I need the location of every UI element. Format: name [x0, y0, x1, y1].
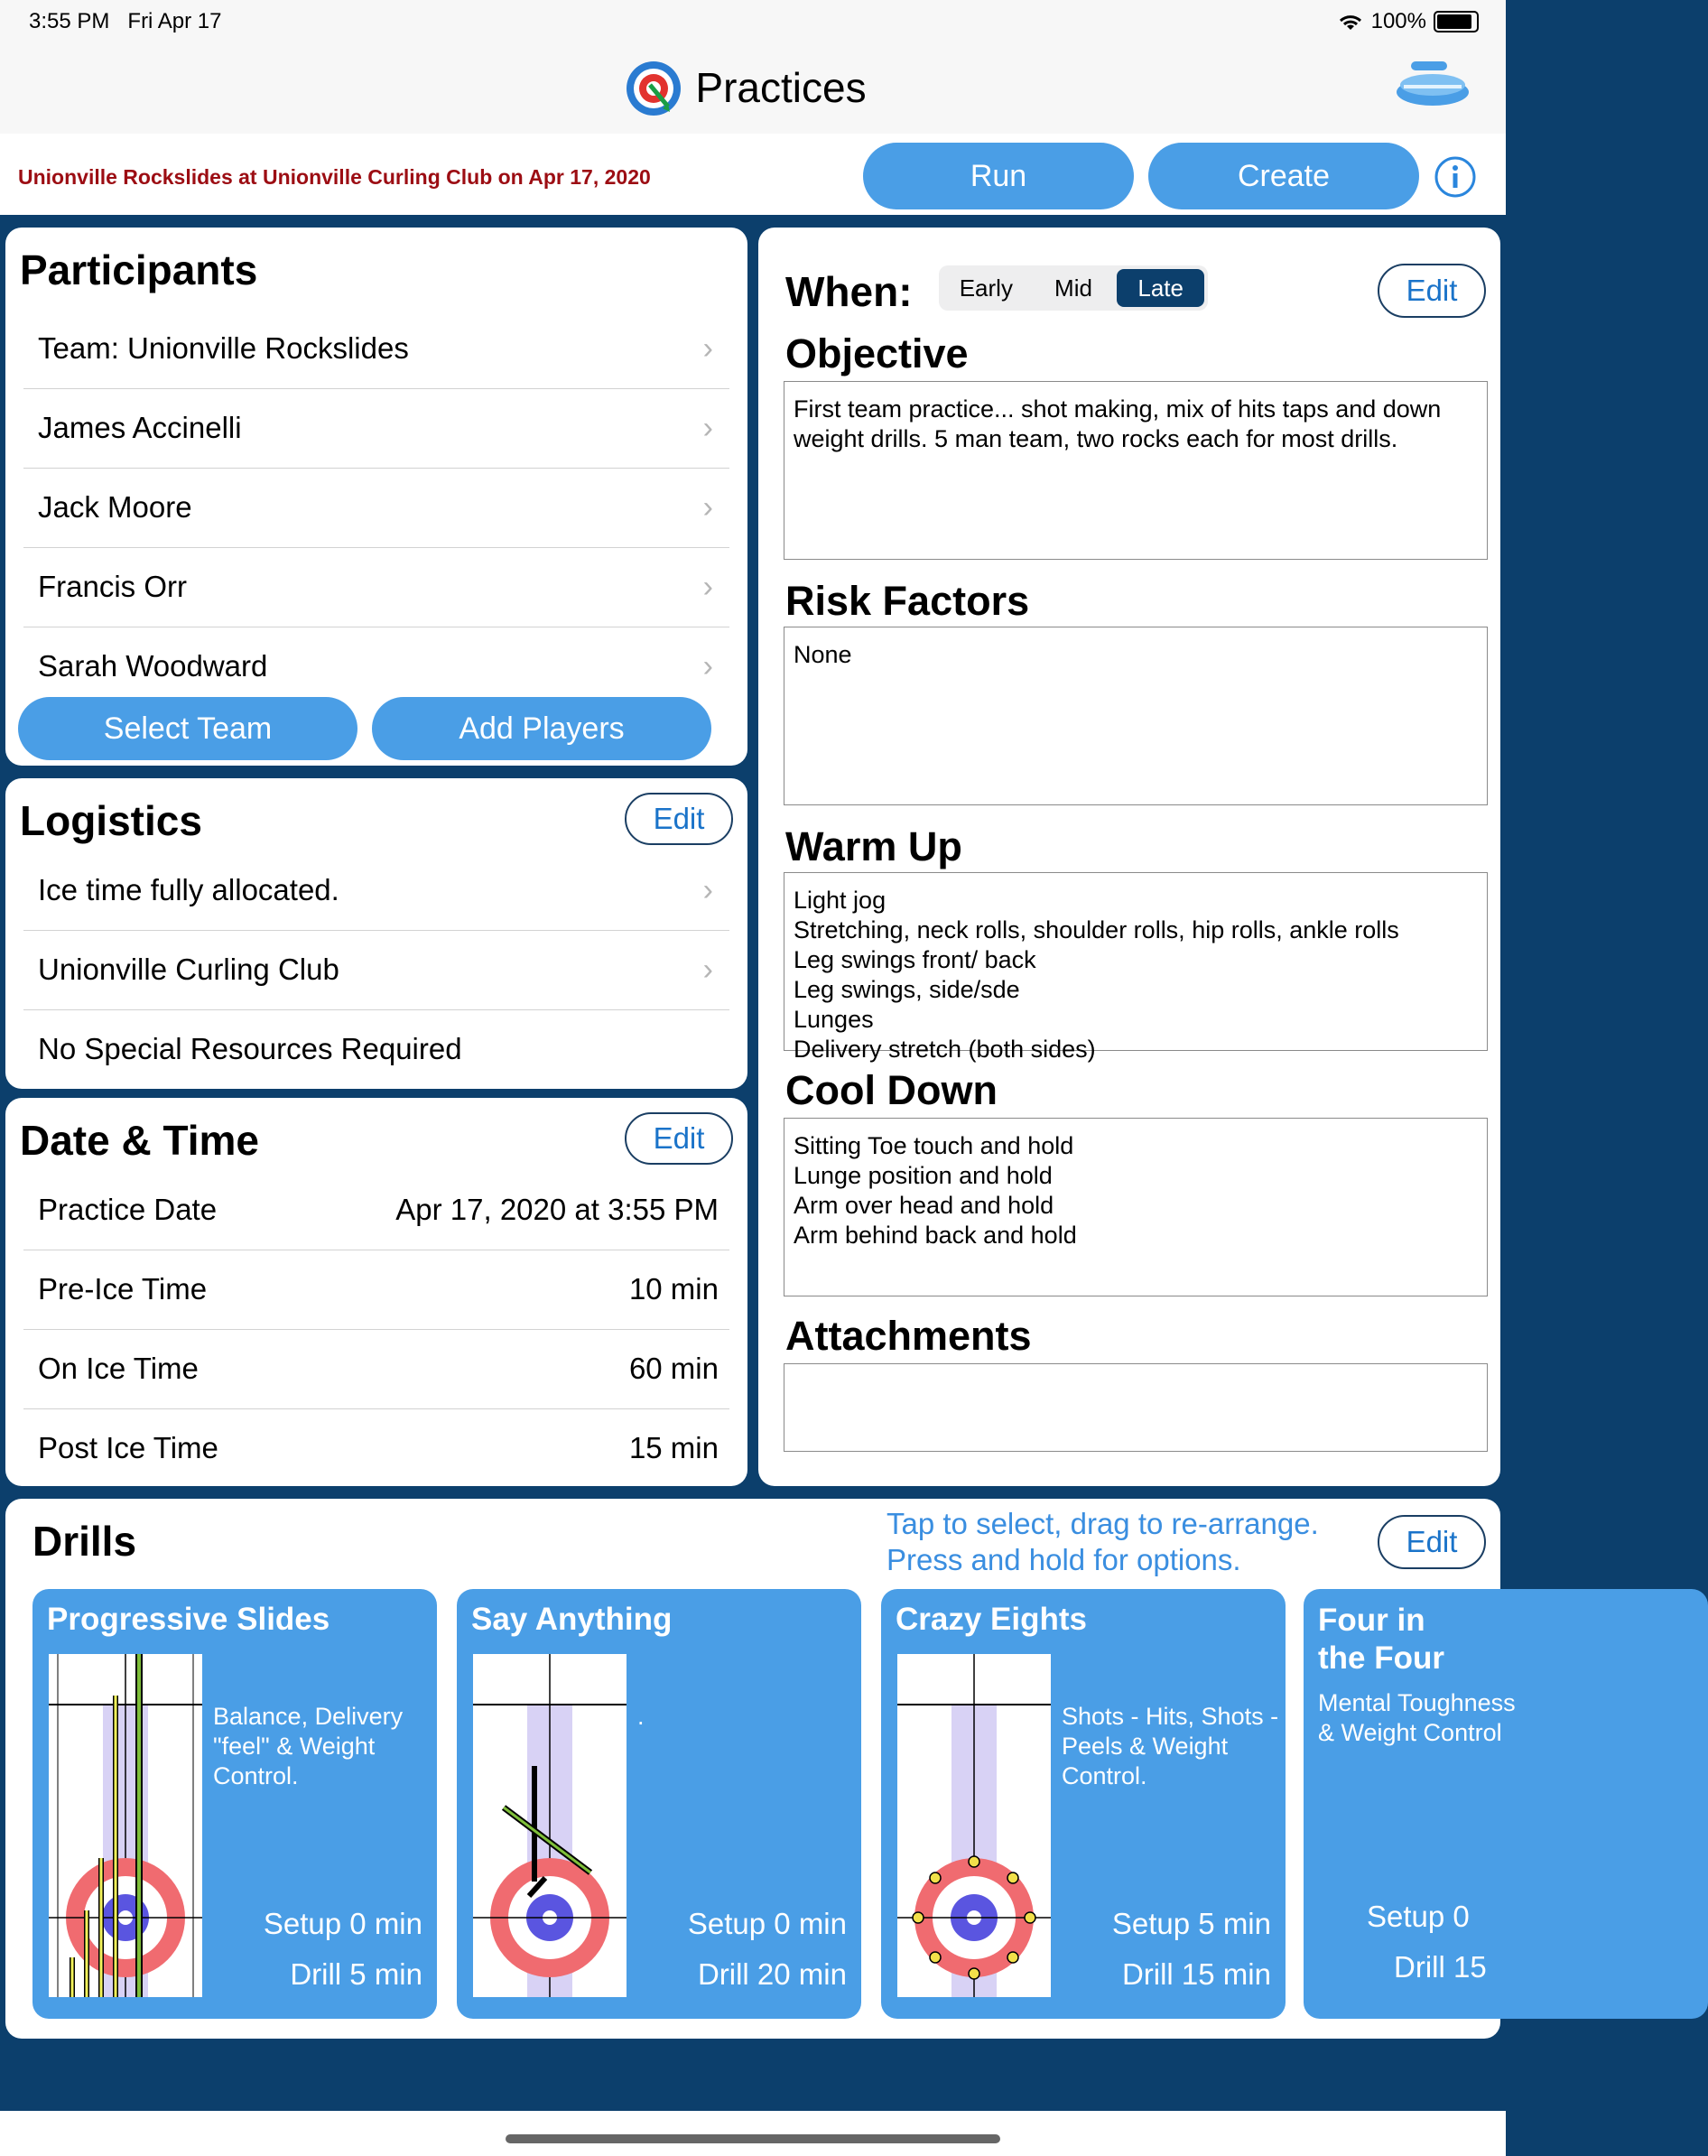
- logistics-item: Unionville Curling Club: [38, 953, 339, 986]
- status-time-date: [29, 9, 221, 34]
- drill-name: Crazy Eights: [896, 1602, 1087, 1637]
- drill-duration: Drill 20 min: [697, 1957, 847, 1991]
- drill-diagram: [473, 1654, 627, 1997]
- drill-duration: Drill 5 min: [290, 1957, 422, 1991]
- navigation-bar: [0, 0, 1506, 135]
- drill-description: Mental Toughness & Weight Control: [1318, 1689, 1516, 1746]
- datetime-label: On Ice Time: [38, 1352, 199, 1385]
- drill-name: Say Anything: [471, 1602, 673, 1637]
- chevron-right-icon: ›: [702, 331, 713, 366]
- drill-card[interactable]: [1304, 1589, 1708, 2019]
- participant-row[interactable]: [23, 468, 729, 548]
- chevron-right-icon: ›: [702, 649, 713, 683]
- drills-hint-line2: Press and hold for options.: [886, 1543, 1241, 1576]
- attachments-title: Attachments: [785, 1313, 1032, 1359]
- battery-percent: 100%: [1370, 9, 1426, 33]
- drill-diagram: [897, 1654, 1051, 1997]
- datetime-value: 60 min: [628, 1352, 719, 1385]
- logistics-row[interactable]: [23, 930, 729, 1010]
- participant-name: Team: Unionville Rockslides: [38, 331, 409, 365]
- chevron-right-icon: ›: [702, 411, 713, 445]
- datetime-value: 10 min: [628, 1272, 719, 1306]
- objective-title: Objective: [785, 330, 969, 376]
- logistics-title: Logistics: [20, 797, 202, 844]
- drill-duration: Drill 15 min: [1121, 1957, 1271, 1991]
- logistics-edit-button[interactable]: Edit: [625, 793, 733, 845]
- plan-card: [758, 228, 1500, 1486]
- select-team-button[interactable]: Select Team: [18, 697, 357, 760]
- drills-hint: [886, 1506, 1319, 1578]
- chevron-right-icon: ›: [702, 570, 713, 604]
- drill-description: .: [637, 1703, 645, 1730]
- participant-name: Sarah Woodward: [38, 649, 268, 683]
- datetime-row: [23, 1250, 729, 1330]
- risk-factors-text[interactable]: None: [784, 627, 1488, 805]
- datetime-row: [23, 1170, 729, 1250]
- logistics-row[interactable]: [23, 850, 729, 931]
- drill-card[interactable]: [457, 1589, 861, 2019]
- create-button[interactable]: Create: [1148, 143, 1419, 209]
- when-option-late[interactable]: Late: [1117, 269, 1204, 307]
- curling-sheet-diagram: [473, 1654, 627, 1997]
- drill-description: Balance, Delivery "feel" & Weight Control.: [213, 1703, 404, 1789]
- wifi-icon: [1337, 12, 1364, 32]
- when-segmented-control[interactable]: [939, 265, 1208, 311]
- drill-card[interactable]: [881, 1589, 1286, 2019]
- drill-clip: [1304, 1589, 1516, 2019]
- datetime-row: [23, 1329, 729, 1409]
- chevron-right-icon: ›: [702, 873, 713, 907]
- drill-card[interactable]: [32, 1589, 437, 2019]
- drill-name: Progressive Slides: [47, 1602, 330, 1637]
- datetime-value: 15 min: [628, 1431, 719, 1464]
- participants-title: Participants: [20, 246, 258, 293]
- drill-setup-time: Setup 0: [1367, 1900, 1470, 1933]
- logistics-item: Ice time fully allocated.: [38, 873, 339, 906]
- datetime-label: Post Ice Time: [38, 1431, 218, 1464]
- add-players-button[interactable]: Add Players: [372, 697, 711, 760]
- objective-text[interactable]: First team practice... shot making, mix of hits taps and down weight drills. 5 man team, two rocks each for most drills.: [784, 381, 1488, 560]
- warm-up-text[interactable]: Light jog Stretching, neck rolls, shoulder rolls, hip rolls, ankle rolls Leg swings front/ back Leg swings, side/sde Lunges Delivery stretch (both sides): [784, 872, 1488, 1051]
- datetime-title: Date & Time: [20, 1117, 260, 1164]
- datetime-label: Practice Date: [38, 1193, 218, 1226]
- datetime-card: [5, 1098, 747, 1486]
- curling-sheet-diagram: [897, 1654, 1051, 1997]
- participant-row[interactable]: [23, 309, 729, 389]
- status-indicators: [1337, 9, 1479, 34]
- datetime-label: Pre-Ice Time: [38, 1272, 208, 1306]
- datetime-row: [23, 1408, 729, 1488]
- status-time: 3:55 PM: [29, 9, 110, 33]
- risk-factors-title: Risk Factors: [785, 578, 1030, 624]
- practice-header: [0, 134, 1506, 215]
- nav-title: Practices: [695, 64, 867, 111]
- chevron-right-icon: ›: [702, 490, 713, 525]
- when-label: When:: [785, 268, 913, 315]
- drill-name: Four in the Four: [1318, 1603, 1444, 1676]
- drills-edit-button[interactable]: Edit: [1378, 1515, 1486, 1569]
- curling-sheet-diagram: [49, 1654, 202, 1997]
- when-option-early[interactable]: Early: [959, 274, 1013, 302]
- drill-setup-time: Setup 0 min: [687, 1907, 847, 1940]
- participant-row[interactable]: [23, 547, 729, 627]
- logistics-item: No Special Resources Required: [38, 1032, 462, 1065]
- info-icon[interactable]: [1434, 155, 1477, 199]
- participant-name: Francis Orr: [38, 570, 187, 603]
- participant-row[interactable]: [23, 627, 729, 692]
- drill-setup-time: Setup 5 min: [1111, 1907, 1271, 1940]
- target-logo-icon: [623, 58, 684, 119]
- participant-row[interactable]: [23, 388, 729, 469]
- drill-duration: Drill 15: [1394, 1950, 1487, 1984]
- logistics-card: [5, 778, 747, 1089]
- drill-description: Shots - Hits, Shots - Peels & Weight Control.: [1062, 1703, 1279, 1789]
- participants-card: [5, 228, 747, 766]
- home-indicator[interactable]: [506, 2134, 1000, 2143]
- participant-name: James Accinelli: [38, 411, 242, 444]
- curling-stone-icon[interactable]: [1395, 58, 1471, 107]
- warm-up-title: Warm Up: [785, 823, 962, 869]
- cool-down-title: Cool Down: [785, 1067, 998, 1113]
- practice-subtitle: Unionville Rockslides at Unionville Curling Club on Apr 17, 2020: [18, 165, 651, 189]
- drill-setup-time: Setup 0 min: [263, 1907, 422, 1940]
- datetime-value: Apr 17, 2020 at 3:55 PM: [395, 1193, 719, 1226]
- participant-name: Jack Moore: [38, 490, 192, 524]
- cool-down-text[interactable]: Sitting Toe touch and hold Lunge position and hold Arm over head and hold Arm behind back and hold: [784, 1118, 1488, 1296]
- status-date: Fri Apr 17: [127, 9, 222, 33]
- logistics-row: [23, 1009, 729, 1089]
- bottom-safe-area: [0, 2111, 1506, 2156]
- chevron-right-icon: ›: [702, 953, 713, 987]
- run-button[interactable]: Run: [863, 143, 1134, 209]
- datetime-edit-button[interactable]: Edit: [625, 1112, 733, 1165]
- drills-hint-line1: Tap to select, drag to re-arrange.: [886, 1507, 1319, 1540]
- when-option-mid[interactable]: Mid: [1054, 274, 1092, 302]
- drill-diagram: [49, 1654, 202, 1997]
- battery-icon: [1434, 11, 1479, 33]
- plan-edit-button[interactable]: Edit: [1378, 264, 1486, 318]
- page-title: [0, 63, 1506, 112]
- attachments-box[interactable]: [784, 1363, 1488, 1452]
- drills-card: [5, 1499, 1516, 2039]
- drills-title: Drills: [32, 1518, 137, 1565]
